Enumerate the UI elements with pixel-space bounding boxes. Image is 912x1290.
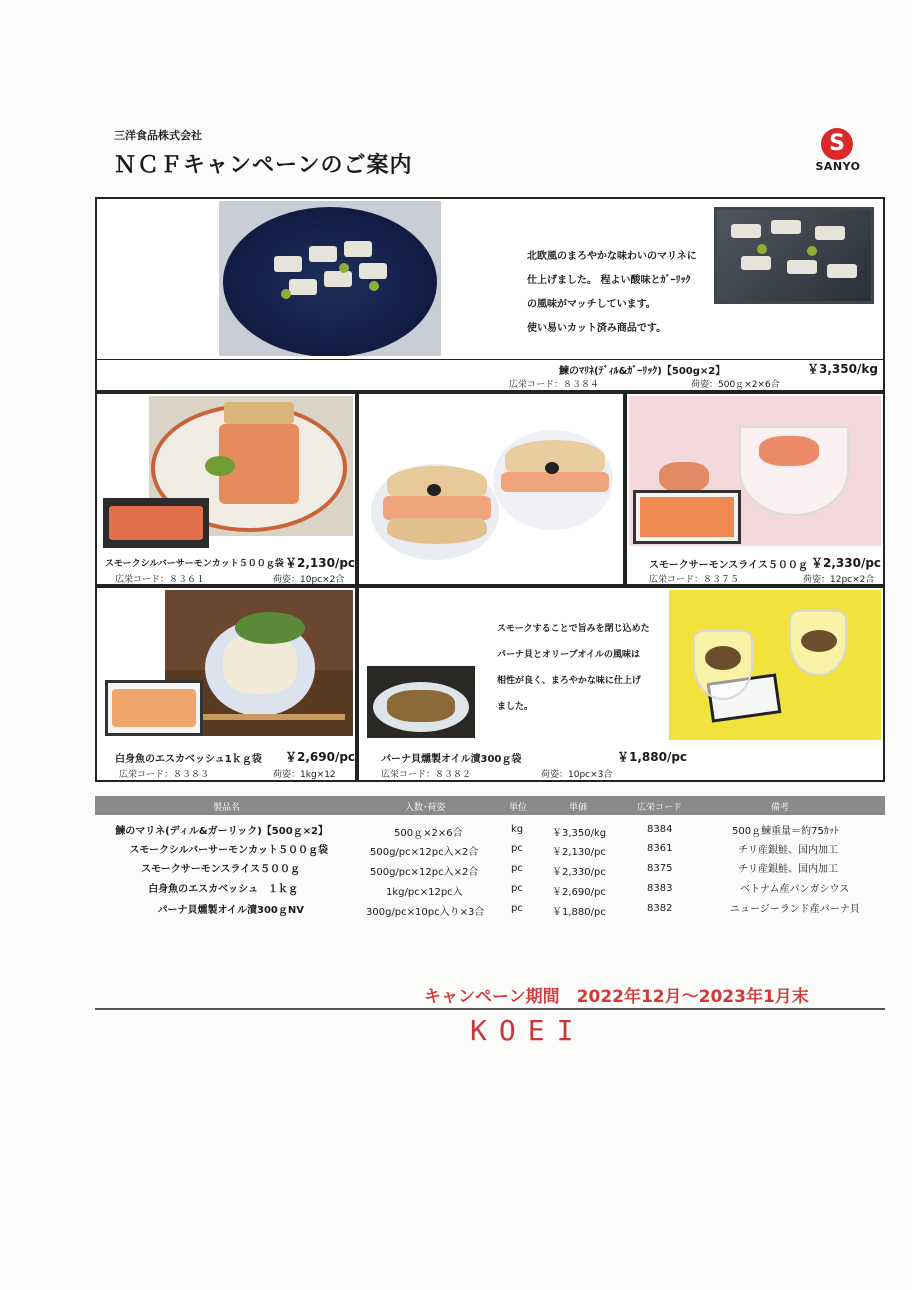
header-product-name: 製品名 [213, 803, 241, 813]
cell-price: ￥2,690/pc [552, 887, 606, 898]
mussel-description-line: パーナ貝とオリーブオイルの風味は [497, 650, 641, 660]
table-header [95, 796, 885, 815]
header-notes: 備考 [771, 803, 790, 813]
header-unit: 単位 [509, 803, 528, 813]
cell-notes: 500ｇ鰊重量＝約75ｶｯﾄ [732, 826, 839, 837]
mussel-code: 広栄コード：８３８２ [381, 770, 472, 780]
mussel-glass-photo [669, 590, 881, 740]
mussel-packing: 荷姿：10pc×3合 [541, 770, 613, 780]
salmon-slice-name: スモークサーモンスライス５００ｇ [649, 560, 808, 571]
company-name: 三洋食品株式会社 [114, 129, 202, 142]
escabeche-tray-photo [105, 680, 203, 736]
logo-text: SANYO [815, 160, 861, 173]
divider [95, 1008, 885, 1010]
cell-name: 白身魚のエスカベッシュ １ｋｇ [148, 884, 298, 895]
cell-quantity: 500ｇ×2×6合 [394, 828, 463, 839]
cell-unit: pc [511, 843, 523, 854]
cell-unit: pc [511, 903, 523, 914]
page-title: ＮＣＦキャンペーンのご案内 [114, 153, 413, 178]
salmon-cut-panel [95, 392, 357, 586]
featured-description-line: 北欧風のまろやかな味わいのマリネに [527, 251, 697, 262]
cell-name: スモークシルバーサーモンカット５００ｇ袋 [129, 845, 328, 856]
salmon-cut-packing: 荷姿：10pc×2合 [273, 575, 345, 585]
herring-plate-photo [219, 201, 441, 356]
cell-quantity: 1kg/pc×12pc入 [386, 887, 463, 898]
salmon-slice-tray-photo [633, 490, 741, 544]
cell-notes: ベトナム産パンガシウス [740, 884, 850, 895]
salmon-slice-price: ￥2,330/pc [811, 556, 882, 570]
escabeche-price: ￥2,690/pc [285, 750, 356, 764]
cell-quantity: 500g/pc×12pc入×2合 [370, 867, 479, 878]
campaign-period: キャンペーン期間 2022年12月～2023年1月末 [424, 987, 809, 1007]
cell-price: ￥1,880/pc [552, 907, 606, 918]
logo-letter: S [829, 131, 845, 156]
salmon-cut-code: 広栄コード：８３６１ [115, 575, 206, 585]
escabeche-code: 広栄コード：８３８３ [119, 770, 210, 780]
featured-description-line: 仕上げました。 程よい酸味とｶﾞｰﾘｯｸ [527, 275, 691, 286]
salmon-cut-name: スモークシルバーサーモンカット５００ｇ袋 [105, 559, 284, 569]
bagel-photo [363, 420, 621, 570]
cell-price: ￥2,330/pc [552, 867, 606, 878]
escabeche-panel [95, 586, 357, 782]
escabeche-name: 白身魚のエスカベッシュ1ｋｇ袋 [115, 754, 262, 765]
header-quantity: 入数･荷姿 [405, 803, 446, 813]
featured-code: 広栄コード：８３８４ [509, 380, 600, 390]
cell-code: 8384 [647, 824, 673, 835]
bagel-panel [357, 392, 625, 586]
herring-tray-photo [714, 207, 874, 304]
cell-code: 8383 [647, 883, 673, 894]
header-unit-price: 単価 [569, 803, 588, 813]
salmon-slice-panel [625, 392, 885, 586]
koei-logo: KOEI [470, 1014, 586, 1047]
mussel-panel [357, 586, 885, 782]
cell-quantity: 300g/pc×10pc入り×3合 [366, 907, 485, 918]
cell-notes: チリ産銀鮭、国内加工 [738, 845, 838, 856]
featured-packing: 荷姿：500ｇ×2×6合 [691, 380, 780, 390]
featured-description [527, 245, 697, 341]
featured-product-name: 鰊のﾏﾘﾈ(ﾃﾞｨﾙ&ｶﾞｰﾘｯｸ)【500g×2】 [559, 366, 726, 377]
featured-description-line: 使い易いカット済み商品です。 [527, 323, 667, 334]
cell-price: ￥3,350/kg [552, 828, 607, 839]
escabeche-packing: 荷姿：1kg×12 [273, 770, 336, 780]
salmon-cut-tray-photo [103, 498, 209, 548]
featured-description-line: の風味がマッチしています。 [527, 299, 656, 310]
cell-name: パーナ貝燻製オイル漬300ｇNV [157, 905, 304, 916]
sanyo-logo [806, 128, 870, 178]
mussel-description [497, 616, 650, 720]
cell-price: ￥2,130/pc [552, 847, 606, 858]
cell-notes: ニュージーランド産パーナ貝 [730, 904, 860, 915]
cell-notes: チリ産銀鮭、国内加工 [738, 864, 838, 875]
cell-unit: pc [511, 863, 523, 874]
header-code: 広栄コード [637, 803, 683, 813]
mussel-price: ￥1,880/pc [617, 750, 688, 764]
salmon-slice-code: 広栄コード：８３７５ [649, 575, 740, 585]
cell-name: スモークサーモンスライス５００ｇ [141, 864, 300, 875]
cell-unit: kg [511, 824, 524, 835]
salmon-cut-price: ￥2,130/pc [285, 556, 356, 570]
mussel-description-line: 相性が良く、まろやかな味に仕上げ [497, 676, 641, 686]
mussel-description-line: ました。 [497, 702, 534, 712]
mussel-bowl-photo [367, 666, 475, 738]
cell-name: 鰊のマリネ(ディル&ガーリック)【500ｇ×2】 [115, 826, 328, 837]
mussel-description-line: スモークすることで旨みを閉じ込めた [497, 624, 650, 634]
featured-panel [95, 197, 885, 392]
salmon-slice-packing: 荷姿：12pc×2合 [803, 575, 875, 585]
cell-code: 8382 [647, 903, 673, 914]
cell-quantity: 500g/pc×12pc入×2合 [370, 847, 479, 858]
mussel-name: パーナ貝燻製オイル漬300ｇ袋 [381, 754, 522, 765]
cell-code: 8361 [647, 843, 673, 854]
cell-code: 8375 [647, 863, 673, 874]
featured-price: ￥3,350/kg [807, 362, 878, 376]
cell-unit: pc [511, 883, 523, 894]
